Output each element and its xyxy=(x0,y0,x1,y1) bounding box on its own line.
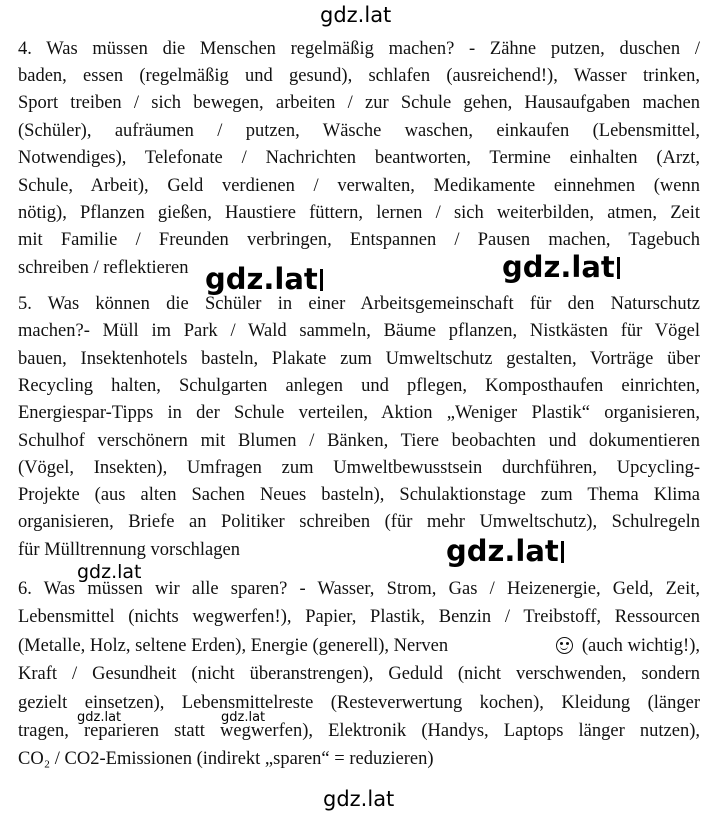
q6-line: gezielt einsetzen), Lebensmittelreste (Resteverwertung kochen), Kleidung (länger xyxy=(18,693,700,713)
q5-line: Projekte (aus alten Sachen Neues basteln), Schulaktionstage zum Thema Klima xyxy=(18,485,700,505)
q5-line: Schulhof verschönern mit Blumen / Bänken, Tiere beobachten und dokumentieren xyxy=(18,431,700,451)
q6-line-part: (Metalle, Holz, seltene Erden), Energie (generell), Nerven xyxy=(18,636,449,656)
q6-line-part: (auch wichtig!), xyxy=(556,637,700,656)
q4-line: Sport treiben / sich bewegen, arbeiten / zur Schule gehen, Hausaufgaben machen xyxy=(18,93,700,113)
q6-line: Kraft / Gesundheit (nicht überanstrengen), Geduld (nicht verschwenden, sondern xyxy=(18,664,700,684)
q4-line: Schule, Arbeit), Geld verdienen / verwalten, Medikamente einnehmen (wenn xyxy=(18,176,700,196)
q6-line: CO₂ / CO2-Emissionen (indirekt „sparen“ = reduzieren) xyxy=(18,749,434,769)
q6-line: tragen, reparieren statt wegwerfen), Elektronik (Handys, Laptops länger nutzen), xyxy=(18,721,700,741)
q5-line: machen?- Müll im Park / Wald sammeln, Bäume pflanzen, Nistkästen für Vögel xyxy=(18,321,700,341)
q5-line: Energiespar-Tipps in der Schule verteilen, Aktion „Weniger Plastik“ organisieren, xyxy=(18,403,700,423)
watermark-small-1: gdz.lat xyxy=(77,710,122,725)
q5-line: (Vögel, Insekten), Umfragen zum Umweltbewusstsein durchführen, Upcycling- xyxy=(18,458,700,478)
watermark-mid-right: gdz.lat xyxy=(502,253,620,282)
q4-line: nötig), Pflanzen gießen, Haustiere füttern, lernen / sich weiterbilden, atmen, Zeit xyxy=(18,203,700,223)
q5-line: Recycling halten, Schulgarten anlegen und pflegen, Komposthaufen einrichten, xyxy=(18,376,700,396)
q4-line: (Schüler), aufräumen / putzen, Wäsche waschen, einkaufen (Lebensmittel, xyxy=(18,121,700,141)
watermark-lower-right: gdz.lat xyxy=(446,537,564,566)
watermark-top: gdz.lat xyxy=(320,3,392,27)
q4-line: mit Familie / Freunden verbringen, Entspannen / Pausen machen, Tagebuch xyxy=(18,230,700,250)
smiley-icon xyxy=(556,637,573,654)
q4-line: Notwendiges), Telefonate / Nachrichten beantworten, Termine einhalten (Arzt, xyxy=(18,148,700,168)
q5-line: 5. Was können die Schüler in einer Arbeitsgemeinschaft für den Naturschutz xyxy=(18,294,700,314)
q6-line: 6. Was müssen wir alle sparen? - Wasser, Strom, Gas / Heizenergie, Geld, Zeit, xyxy=(18,579,700,599)
q5-line: für Mülltrennung vorschlagen xyxy=(18,540,240,560)
q5-line: organisieren, Briefe an Politiker schreiben (für mehr Umweltschutz), Schulregeln xyxy=(18,512,700,532)
q4-line: 4. Was müssen die Menschen regelmäßig machen? - Zähne putzen, duschen / xyxy=(18,39,700,59)
watermark-bottom: gdz.lat xyxy=(323,787,395,811)
q4-line: schreiben / reflektieren xyxy=(18,258,189,278)
watermark-small-2: gdz.lat xyxy=(221,710,266,725)
watermark-lower-left: gdz.lat xyxy=(77,561,142,583)
watermark-mid-left: gdz.lat xyxy=(205,265,323,294)
q6-line-with-emoji xyxy=(18,637,700,656)
q6-line: Lebensmittel (nichts wegwerfen!), Papier, Plastik, Benzin / Treibstoff, Ressourcen xyxy=(18,607,700,627)
q5-line: bauen, Insektenhotels basteln, Plakate zum Umweltschutz gestalten, Vorträge über xyxy=(18,349,700,369)
q4-line: baden, essen (regelmäßig und gesund), schlafen (ausreichend!), Wasser trinken, xyxy=(18,66,700,86)
